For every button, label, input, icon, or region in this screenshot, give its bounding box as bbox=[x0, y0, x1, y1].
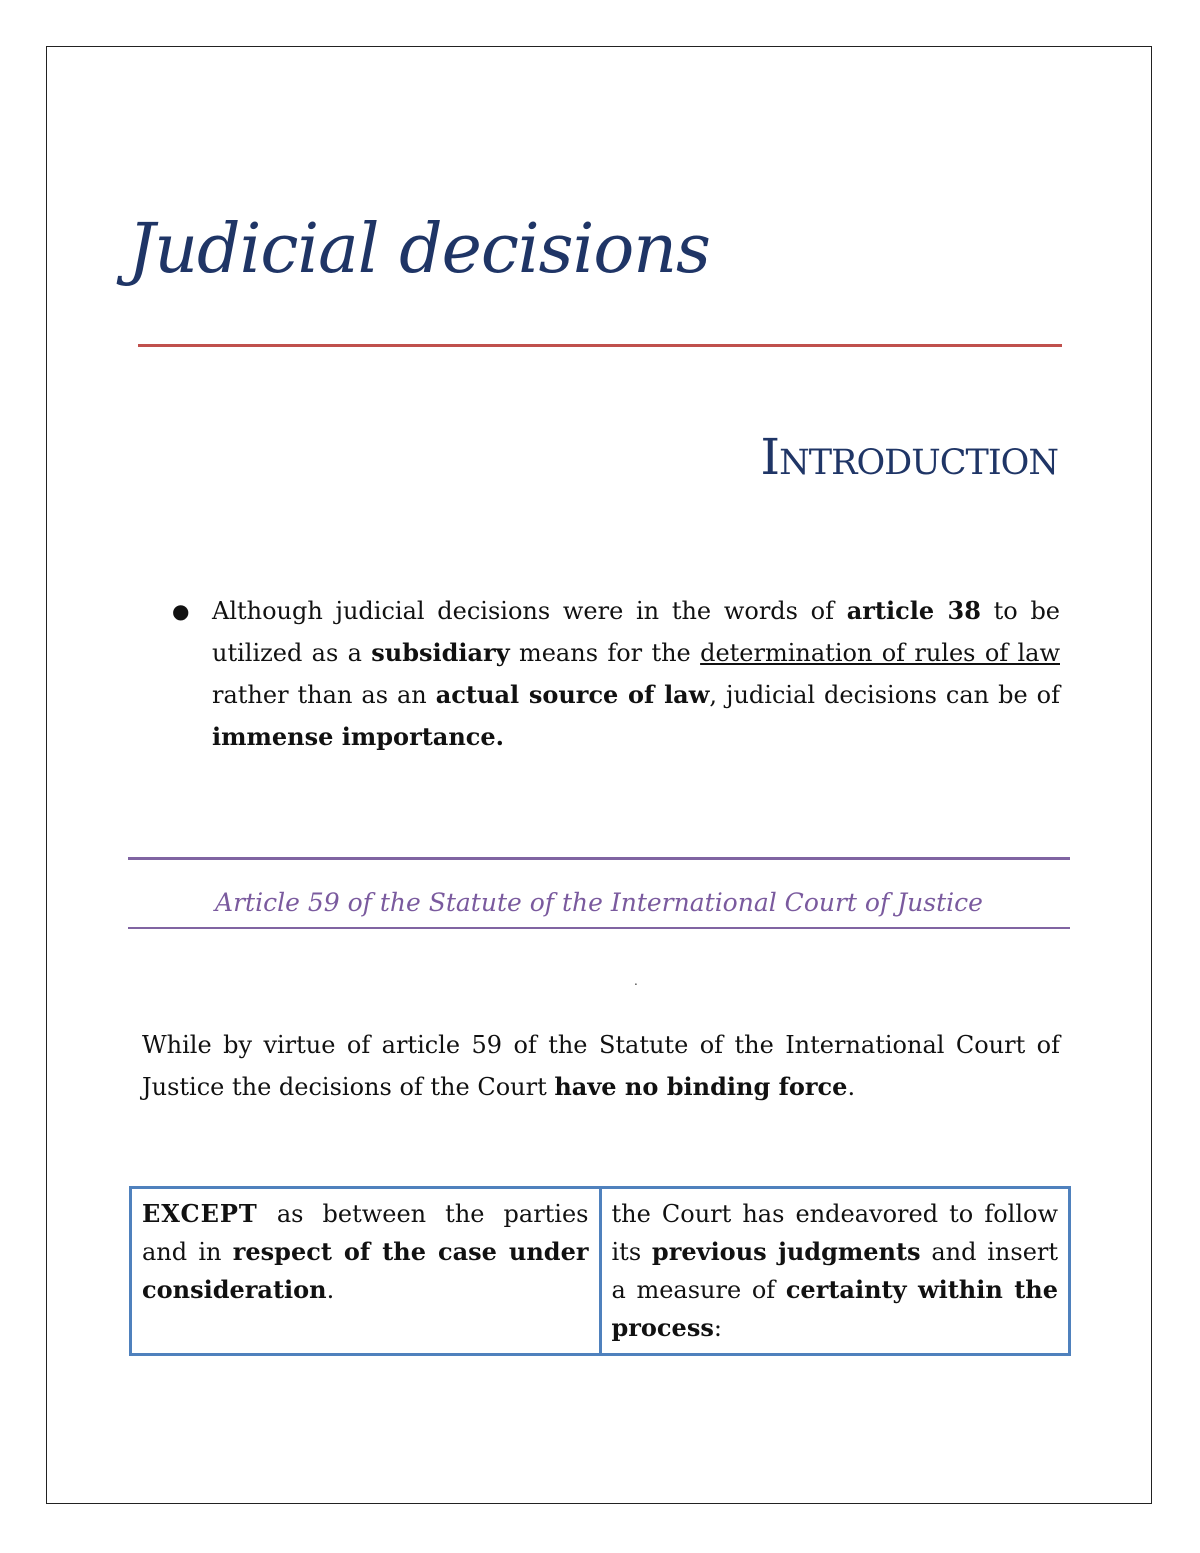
left-text-end: . bbox=[326, 1276, 335, 1304]
article-heading-bottom-rule bbox=[128, 927, 1070, 929]
statute-bold: have no binding force bbox=[554, 1072, 848, 1101]
intro-bullet-list bbox=[172, 590, 1060, 758]
left-text: as between the parties and in bbox=[142, 1200, 589, 1266]
table-row bbox=[131, 1188, 1070, 1355]
intro-text: means for the bbox=[509, 639, 701, 667]
right-bold-judgments: previous judgments bbox=[651, 1237, 921, 1266]
right-text-end: : bbox=[713, 1314, 722, 1342]
intro-bullet-item bbox=[172, 590, 1060, 758]
left-bold: respect of the case under consideration bbox=[142, 1237, 589, 1304]
except-word: EXCEPT bbox=[142, 1199, 258, 1228]
article-heading-top-rule bbox=[128, 857, 1070, 860]
intro-underlined-phrase: determination of rules of law bbox=[700, 639, 1060, 667]
title-divider bbox=[138, 344, 1062, 347]
statute-text: While by virtue of article 59 of the Statute of the International Court of Justice the decisions of the Court bbox=[142, 1031, 1060, 1101]
statute-paragraph bbox=[142, 1024, 1060, 1108]
right-text: and insert a measure of bbox=[611, 1238, 1059, 1304]
comparison-table bbox=[129, 1186, 1071, 1356]
article-heading: Article 59 of the Statute of the International Court of Justice bbox=[215, 888, 983, 917]
stray-dot: . bbox=[634, 974, 638, 988]
intro-bold-subsidiary: subsidiary bbox=[371, 638, 510, 667]
right-bold-certainty: certainty within the process bbox=[611, 1275, 1059, 1342]
table-cell-right bbox=[600, 1188, 1070, 1355]
intro-bold-source: actual source of law bbox=[435, 680, 710, 709]
section-heading-introduction: Introduction bbox=[760, 428, 1058, 486]
statute-text-end: . bbox=[847, 1073, 856, 1101]
table-cell-left bbox=[131, 1188, 601, 1355]
intro-bold-article: article 38 bbox=[846, 596, 981, 625]
bullet-icon: ● bbox=[172, 599, 190, 623]
intro-text: Although judicial decisions were in the words of bbox=[212, 597, 847, 625]
intro-bold-importance: immense importance. bbox=[212, 722, 505, 751]
intro-text: to be utilized as a bbox=[212, 597, 1061, 667]
intro-text: , judicial decisions can be of bbox=[709, 681, 1060, 709]
intro-text: rather than as an bbox=[212, 681, 436, 709]
document-title: Judicial decisions bbox=[128, 210, 710, 289]
right-text: the Court has endeavored to follow its bbox=[611, 1200, 1058, 1266]
